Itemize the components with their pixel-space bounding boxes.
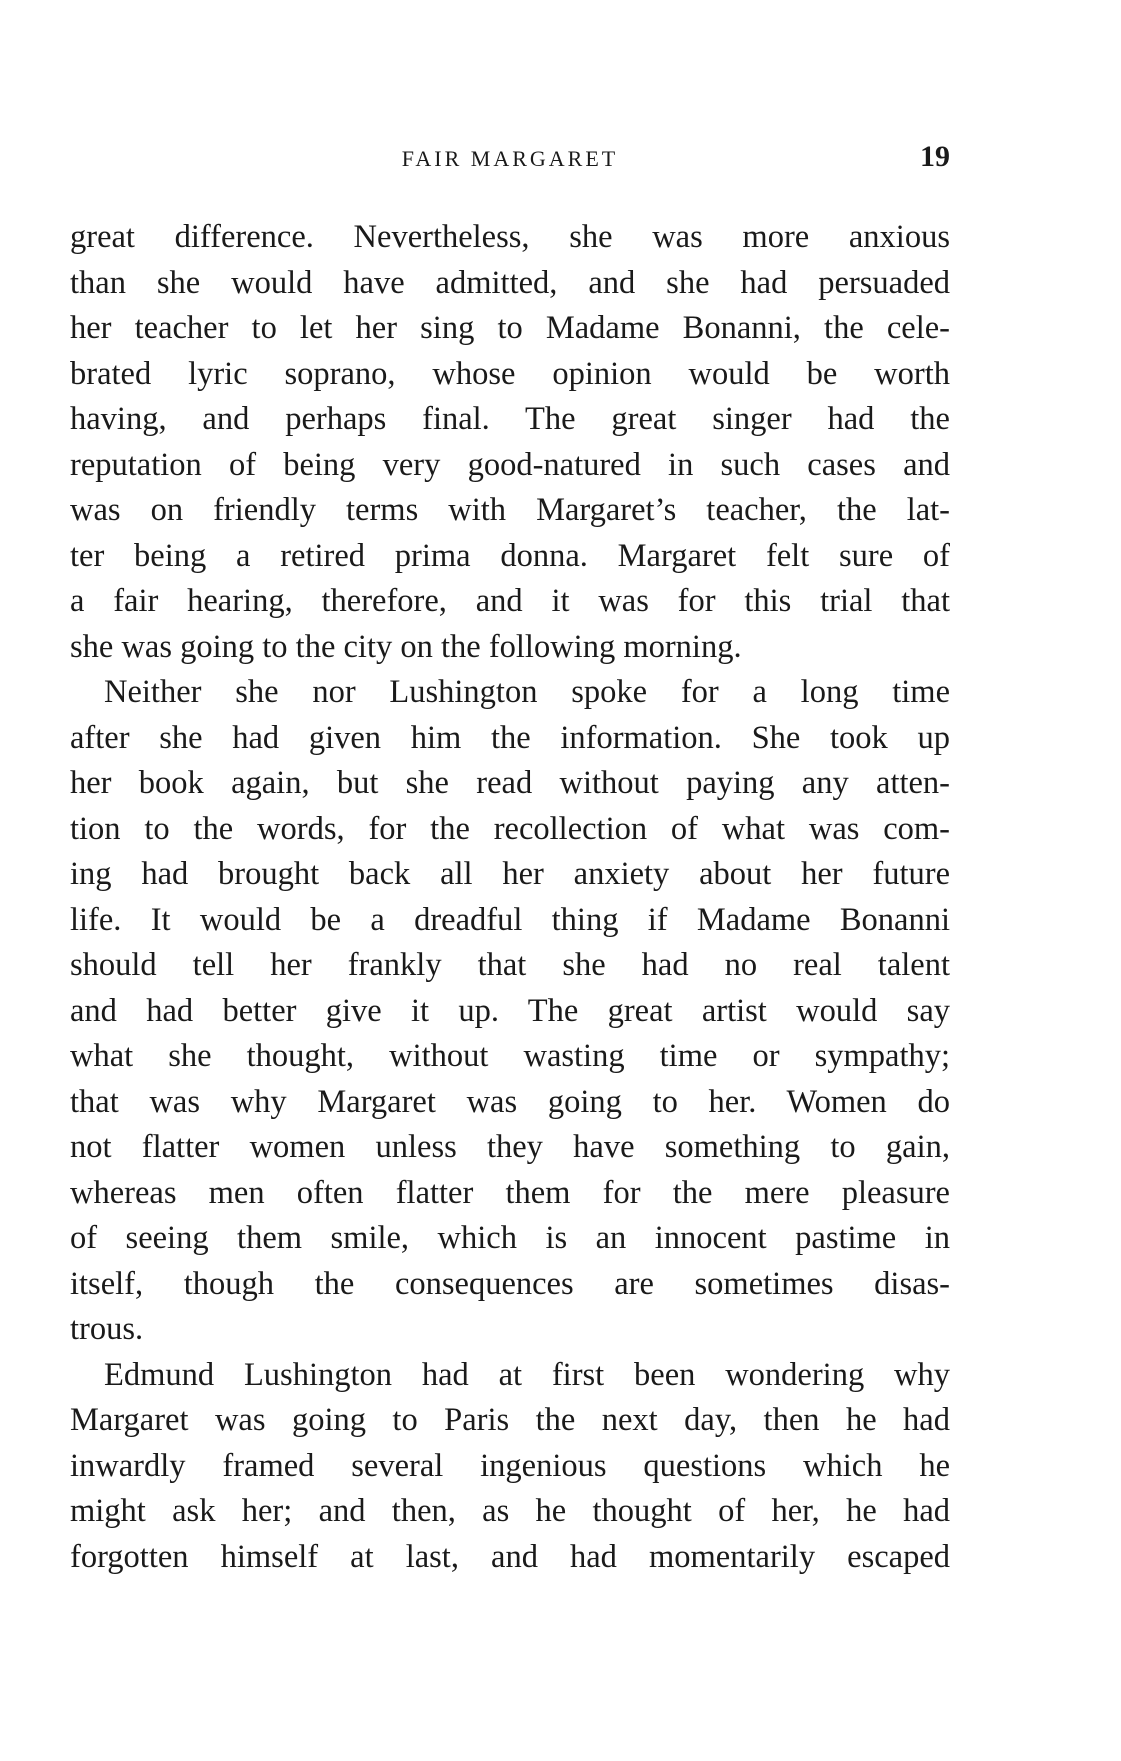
text-line: a fair hearing, therefore, and it was for this trial that bbox=[70, 583, 950, 619]
paragraph-2 bbox=[70, 670, 950, 1353]
text-line: she was going to the city on the following morning. bbox=[70, 628, 742, 665]
text-line: Edmund Lushington had at first been wondering why bbox=[104, 1356, 950, 1393]
text-line: itself, though the consequences are sometimes disas- bbox=[70, 1265, 950, 1302]
text-line: her book again, but she read without paying any atten- bbox=[70, 765, 950, 801]
text-line: what she thought, without wasting time or sympathy; bbox=[70, 1038, 950, 1074]
text-line: tion to the words, for the recollection of what was com- bbox=[70, 810, 950, 847]
text-line: whereas men often flatter them for the mere pleasure bbox=[70, 1174, 950, 1211]
paragraph-3 bbox=[70, 1353, 950, 1581]
text-line: than she would have admitted, and she had persuaded bbox=[70, 264, 950, 301]
text-line: having, and perhaps final. The great singer had the bbox=[70, 401, 950, 437]
text-line: ter being a retired prima donna. Margaret felt sure of bbox=[70, 537, 950, 574]
text-line: that was why Margaret was going to her. Women do bbox=[70, 1083, 950, 1120]
running-title: FAIR MARGARET bbox=[401, 146, 619, 171]
text-line: and had better give it up. The great artist would say bbox=[70, 992, 950, 1029]
text-line: Margaret was going to Paris the next day, then he had bbox=[70, 1402, 950, 1438]
text-line: trous. bbox=[70, 1311, 144, 1347]
text-line: life. It would be a dreadful thing if Madame Bonanni bbox=[70, 901, 950, 938]
paragraph-1 bbox=[70, 215, 950, 670]
text-line: inwardly framed several ingenious questions which he bbox=[70, 1447, 950, 1484]
text-line: might ask her; and then, as he thought of her, he had bbox=[70, 1493, 950, 1529]
text-line: was on friendly terms with Margaret’s teacher, the lat- bbox=[70, 492, 950, 528]
text-line: her teacher to let her sing to Madame Bonanni, the cele- bbox=[70, 310, 950, 346]
text-line: forgotten himself at last, and had momentarily escaped bbox=[70, 1538, 950, 1575]
text-line: not flatter women unless they have something to gain, bbox=[70, 1129, 950, 1165]
text-line: great difference. Nevertheless, she was more anxious bbox=[70, 219, 950, 255]
page-number: 19 bbox=[920, 140, 950, 173]
running-head bbox=[70, 140, 950, 180]
text-line: Neither she nor Lushington spoke for a long time bbox=[104, 674, 950, 710]
text-line: should tell her frankly that she had no real talent bbox=[70, 947, 950, 983]
text-line: after she had given him the information. She took up bbox=[70, 719, 950, 756]
text-line: of seeing them smile, which is an innocent pastime in bbox=[70, 1220, 950, 1256]
text-line: reputation of being very good-natured in such cases and bbox=[70, 446, 950, 483]
text-line: ing had brought back all her anxiety about her future bbox=[70, 856, 950, 892]
body-text bbox=[70, 215, 950, 1580]
text-line: brated lyric soprano, whose opinion would be worth bbox=[70, 355, 950, 392]
